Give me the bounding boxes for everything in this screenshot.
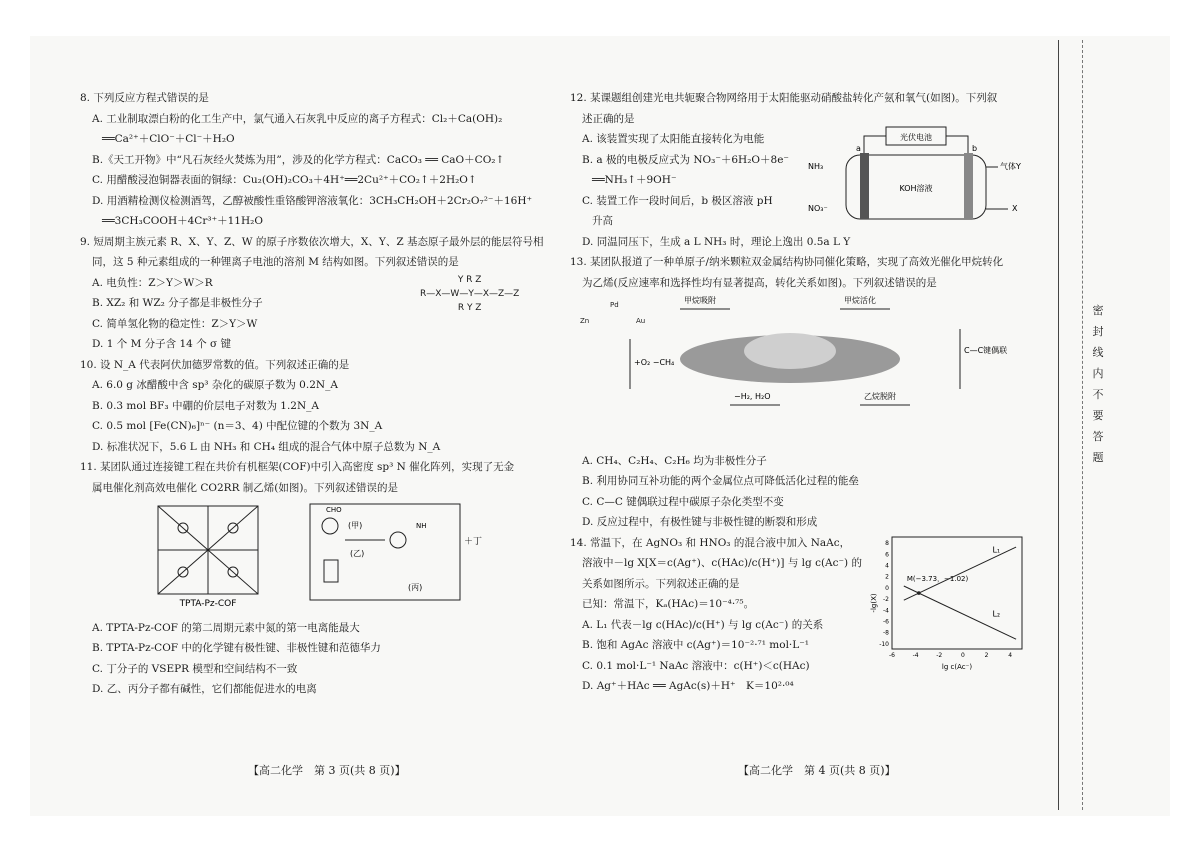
- option-text: C. C—C 键偶联过程中碳原子杂化类型不变: [582, 495, 784, 508]
- question-text: 同，这 5 种元素组成的一种锂离子电池的溶剂 M 结构如图。下列叙述错误的是: [92, 256, 459, 268]
- option-text: B. 利用协同互补功能的两个金属位点可降低活化过程的能垒: [582, 475, 859, 487]
- structure-m: [420, 273, 519, 315]
- option-text: A. CH₄、C₂H₄、C₂H₆ 均为非极性分子: [582, 454, 767, 467]
- structure-row: R Y Z: [457, 302, 482, 313]
- question-text: 已知：常温下，Kₐ(HAc)＝10⁻⁴·⁷⁵。: [582, 598, 755, 610]
- x-tick-label: -6: [889, 651, 895, 659]
- structure-row: R—X—W—Y—X—Z—Z: [420, 288, 520, 299]
- y-ticks: [879, 540, 889, 648]
- step-ethane-desorption: 乙烷脱附: [864, 392, 896, 401]
- step-cc-coupling: C—C键偶联: [964, 346, 1008, 355]
- x-tick-label: -2: [936, 651, 943, 659]
- left-column: [80, 88, 544, 700]
- question-text: 10. 设 N_A 代表阿伏加德罗常数的值。下列叙述正确的是: [80, 358, 350, 371]
- x-tick-label: -4: [912, 651, 919, 659]
- electrode-a-label: a: [856, 144, 861, 153]
- question-text: 8. 下列反应方程式错误的是: [80, 92, 209, 104]
- figure-14-chart: [870, 533, 1030, 673]
- seal-line-char: 要: [1092, 409, 1104, 422]
- option-text: B. 0.3 mol BF₃ 中硼的价层电子对数为 1.2N_A: [92, 399, 320, 412]
- option-text: B. a 极的电极反应式为 NO₃⁻＋6H₂O＋8e⁻: [582, 153, 789, 166]
- question-text: 述正确的是: [582, 112, 635, 125]
- option-text: C. 用醋酸浸泡铜器表面的铜绿：Cu₂(OH)₂CO₃＋4H⁺══2Cu²⁺＋CO₂↑＋2H₂O↑: [92, 174, 477, 186]
- option-text: A. L₁ 代表－lg c(HAc)/c(H⁺) 与 lg c(Ac⁻) 的关系: [582, 618, 824, 631]
- no3-label: NO₃⁻: [808, 204, 828, 213]
- y-tick-label: -2: [883, 595, 889, 603]
- option-text: C. 0.1 mol·L⁻¹ NaAc 溶液中：c(H⁺)＜c(HAc): [582, 659, 810, 672]
- point-m: [917, 591, 921, 595]
- option-text: D. 1 个 M 分子含 14 个 σ 键: [92, 338, 232, 350]
- series-label-l2: L₂: [992, 609, 1001, 619]
- electrode-b-label: b: [972, 144, 978, 153]
- binding-line-dashed: [1082, 40, 1083, 810]
- right-column: [570, 88, 1050, 697]
- y-tick-label: -6: [883, 618, 889, 625]
- gas-y-label: 气体Y: [1000, 162, 1021, 171]
- seal-line-char: 内: [1092, 367, 1104, 380]
- cho-label: CHO: [326, 506, 342, 514]
- x-tick-label: 4: [1008, 651, 1013, 659]
- zn-label: Zn: [580, 317, 590, 325]
- option-text: A. TPTA-Pz-COF 的第二周期元素中氮的第一电离能最大: [92, 621, 360, 634]
- question-text: 属电催化剂高效电催化 CO2RR 制乙烯(如图)。下列叙述错误的是: [92, 481, 399, 494]
- cof-framework-figure: [158, 506, 258, 594]
- figure-11: [80, 498, 540, 610]
- option-text: B.《天工开物》中“凡石灰经火焚炼为用”，涉及的化学方程式：CaCO₃ ══ CaO＋CO₂↑: [92, 153, 505, 166]
- y-axis-label: -lg(X): [870, 592, 878, 613]
- seal-line-char: 题: [1092, 451, 1104, 464]
- electrode-b: [964, 153, 973, 219]
- seal-line-char: 封: [1092, 325, 1104, 338]
- option-text: B. XZ₂ 和 WZ₂ 分子都是非极性分子: [92, 297, 263, 309]
- option-text: D. Ag⁺＋HAc ══ AgAc(s)＋H⁺ K＝10²·⁰⁴: [582, 680, 794, 692]
- ding-label: ＋丁: [464, 537, 483, 547]
- option-text: ══3CH₃COOH＋4Cr³⁺＋11H₂O: [102, 215, 263, 227]
- figure-12: [806, 125, 1046, 229]
- piperazine-ring: [324, 560, 338, 582]
- x-tick-label: 0: [960, 651, 965, 659]
- yi-label: (乙): [350, 549, 365, 558]
- option-text: A. 6.0 g 冰醋酸中含 sp³ 杂化的碳原子数为 0.2N_A: [92, 379, 338, 391]
- pd-label: Pd: [610, 301, 619, 309]
- option-text: A. 该装置实现了太阳能直接转化为电能: [582, 133, 765, 145]
- seal-line-char: 密: [1092, 304, 1104, 317]
- figure-13: [570, 293, 1040, 443]
- seal-line-char: 答: [1092, 430, 1104, 443]
- cof-caption: TPTA-Pz-COF: [179, 599, 237, 609]
- pv-cell-label: 光伏电池: [900, 133, 932, 142]
- nh-label: NH: [416, 522, 427, 530]
- question-text: 13. 某团队报道了一种单原子/纳米颗粒双金属结构协同催化策略，实现了高效光催化甲烷转化: [570, 256, 1004, 268]
- electrode-a: [860, 153, 869, 219]
- option-text: C. 丁分子的 VSEPR 模型和空间结构不一致: [92, 662, 298, 675]
- step-regeneration: +O₂ −CH₄: [634, 358, 675, 367]
- product-ring: [390, 532, 406, 548]
- nanoparticle: [744, 333, 836, 369]
- wire-b: [946, 136, 968, 153]
- wire-a: [864, 136, 886, 153]
- jia-label: (甲): [348, 521, 363, 530]
- option-text: C. 简单氢化物的稳定性：Z＞Y＞W: [92, 317, 258, 330]
- step-methane-activation: 甲烷活化: [844, 296, 876, 305]
- y-tick-label: 8: [885, 539, 889, 547]
- y-tick-label: 0: [885, 584, 889, 592]
- seal-line-notice: [1088, 300, 1108, 468]
- question-text: 14. 常温下，在 AgNO₃ 和 HNO₃ 的混合液中加入 NaAc，: [570, 536, 851, 549]
- option-text: D. 标准状况下，5.6 L 由 NH₃ 和 CH₄ 组成的混合气体中原子总数为 N_A: [92, 440, 441, 453]
- option-text: ══NH₃↑＋9OH⁻: [592, 174, 677, 186]
- step-methane-adsorption: 甲烷吸附: [684, 296, 716, 305]
- benzaldehyde-ring: [322, 518, 338, 534]
- option-text: B. 饱和 AgAc 溶液中 c(Ag⁺)＝10⁻²·⁷¹ mol·L⁻¹: [582, 639, 809, 651]
- y-tick-label: 6: [885, 550, 889, 558]
- option-text: D. 用酒精检测仪检测酒驾，乙醇被酸性重铬酸钾溶液氧化：3CH₃CH₂OH＋2Cr₂O₇²⁻＋16H⁺: [92, 194, 533, 207]
- option-text: A. 电负性：Z＞Y＞W＞R: [92, 276, 213, 289]
- x-tick-label: 2: [984, 651, 989, 659]
- option-text: D. 反应过程中，有极性键与非极性键的断裂和形成: [582, 516, 818, 528]
- question-text: 关系如图所示。下列叙述正确的是: [582, 577, 740, 590]
- option-text: D. 乙、丙分子都有碱性，它们都能促进水的电离: [92, 683, 317, 695]
- question-text: 11. 某团队通过连接键工程在共价有机框架(COF)中引入高密度 sp³ N 催化阵列，实现了无金: [80, 461, 515, 473]
- seal-line-char: 线: [1092, 346, 1104, 359]
- y-tick-label: -4: [883, 606, 889, 614]
- option-text: C. 装置工作一段时间后，b 极区溶液 pH: [582, 194, 773, 207]
- option-text: B. TPTA-Pz-COF 中的化学键有极性键、非极性键和范德华力: [92, 642, 381, 654]
- series-line-l1: [904, 547, 1016, 600]
- option-text: ══Ca²⁺＋ClO⁻＋Cl⁻＋H₂O: [102, 133, 235, 145]
- electrolyte-label: KOH溶液: [899, 184, 933, 193]
- au-label: Au: [636, 317, 646, 325]
- nh3-label: NH₃: [808, 162, 824, 171]
- point-m-label: M(−3.73，−1.02): [906, 574, 969, 583]
- y-tick-label: -8: [883, 629, 889, 637]
- option-text: D. 同温同压下，生成 a L NH₃ 时，理论上逸出 0.5a L Y: [582, 235, 851, 248]
- option-text: C. 0.5 mol [Fe(CN)₆]ⁿ⁻ (n＝3、4) 中配位键的个数为 3N_A: [92, 420, 383, 432]
- x-axis-label: lg c(Ac⁻): [941, 662, 973, 671]
- step-dehydrogenation: −H₂, H₂O: [734, 392, 771, 401]
- y-tick-label: 2: [885, 573, 889, 581]
- seal-line-char: 不: [1092, 388, 1104, 401]
- y-tick-label: -10: [879, 640, 889, 648]
- question-text: 9. 短周期主族元素 R、X、Y、Z、W 的原子序数依次增大，X、Y、Z 基态原子最外层的能层符号相: [80, 235, 544, 248]
- bing-label: (丙): [408, 583, 423, 592]
- x-label: X: [1012, 204, 1018, 213]
- question-text: 12. 某课题组创建光电共轭聚合物网络用于太阳能驱动硝酸盐转化产氨和氧气(如图)。下列叙: [570, 92, 998, 104]
- series-label-l1: L₁: [992, 545, 1001, 555]
- footer-page-4: 【高二化学 第 4 页(共 8 页)】: [738, 764, 896, 777]
- x-ticks: [889, 652, 1012, 659]
- question-text: 溶液中－lg X[X＝c(Ag⁺)、c(HAc)/c(H⁺)] 与 lg c(Ac⁻) 的: [582, 557, 862, 569]
- footer-page-3: 【高二化学 第 3 页(共 8 页)】: [248, 764, 406, 777]
- question-text: 为乙烯(反应速率和选择性均有显著提高，转化关系如图)。下列叙述错误的是: [582, 276, 937, 289]
- option-text: A. 工业制取漂白粉的化工生产中，氯气通入石灰乳中反应的离子方程式：Cl₂＋Ca(OH)₂: [92, 112, 503, 125]
- y-tick-label: 4: [885, 562, 889, 569]
- binding-line: [1058, 40, 1059, 810]
- option-text: 升高: [592, 215, 613, 227]
- structure-row: Y R Z: [457, 274, 482, 285]
